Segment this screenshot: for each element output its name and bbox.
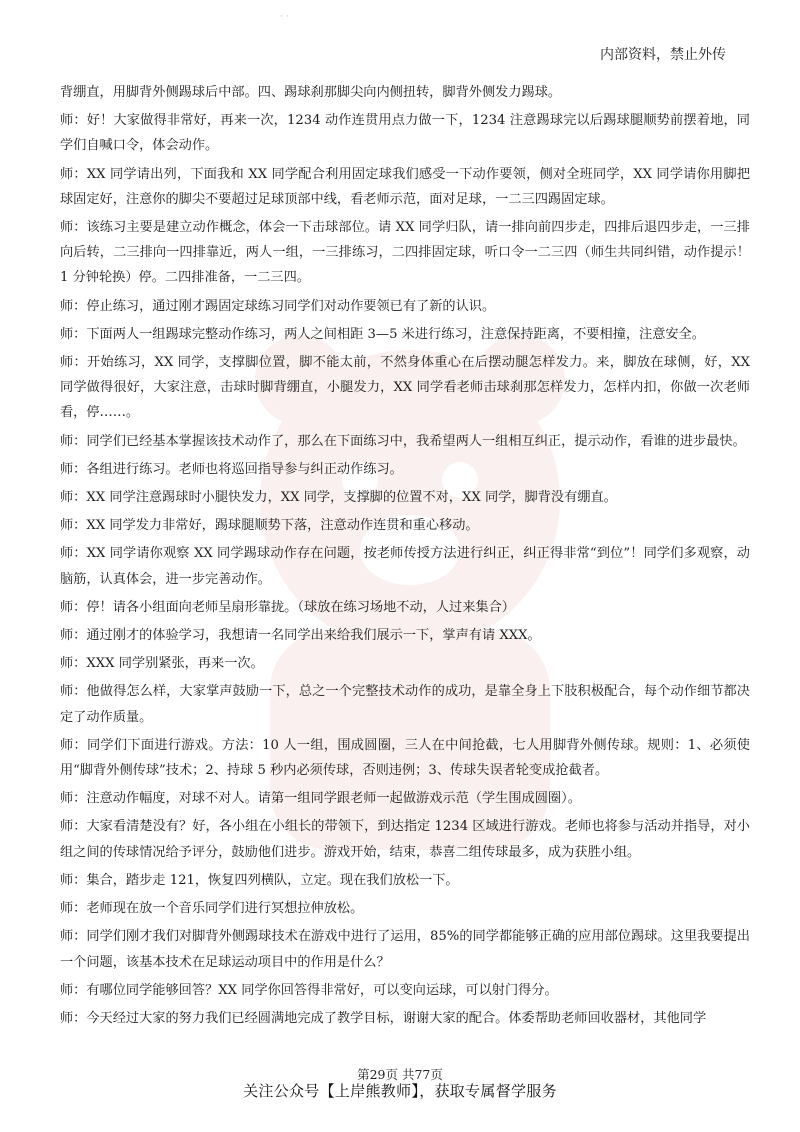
paragraph: 师：XX 同学请你观察 XX 同学踢球动作存在问题，按老师传授方法进行纠正，纠正得非常“到位”！同学们多观察，动脑筋，认真体会，进一步完善动作。 — [60, 546, 750, 587]
paragraph: 师：XXX 同学别紧张，再来一次。 — [60, 656, 264, 672]
paragraph: 师：同学们已经基本掌握该技术动作了，那么在下面练习中，我希望两人一组相互纠正，提示动作，看谁的进步最快。 — [60, 433, 746, 449]
paragraph: 师：停止练习，通过刚才踢固定球练习同学们对动作要领已有了新的认识。 — [60, 298, 496, 314]
paragraph: 背绷直，用脚背外侧踢球后中部。四、踢球刹那脚尖向内侧扭转，脚背外侧发力踢球。 — [60, 85, 562, 100]
paragraph: 师：下面两人一组踢球完整动作练习，两人之间相距 3—5 米进行练习，注意保持距离，不要相撞，注意安全。 — [60, 326, 705, 342]
paragraph: 师：集合，踏步走 121，恢复四列横队，立定。现在我们放松一下。 — [60, 872, 459, 888]
paragraph: 师：通过刚才的体验学习，我想请一名同学出来给我们展示一下，掌声有请 XXX。 — [60, 628, 541, 644]
paragraph: 师：他做得怎么样，大家掌声鼓励一下，总之一个完整技术动作的成功，是靠全身上下肢积极配合，每个动作细节都决定了动作质量。 — [60, 684, 750, 725]
top-scan-mark: · · — [280, 12, 289, 22]
document-body — [60, 80, 750, 1034]
paragraph: 师：该练习主要是建立动作概念，体会一下击球部位。请 XX 同学归队，请一排向前四步走，四排后退四步走，一三排向后转，二三排向一四排靠近，两人一组，一三排练习，二四排固定球，听口令一二三四（师生共同纠错，动作提示！1 分钟轮换）停。二四排准备，一二三四。 — [60, 220, 750, 286]
paragraph: 师：开始练习，XX 同学，支撑脚位置，脚不能太前，不然身体重心在后摆动腿怎样发力。来，脚放在球侧，好，XX 同学做得很好，大家注意，击球时脚背绷直，小腿发力，XX 同学看老师击球刹那怎样发力，怎样内扣，你做一次老师看，停……。 — [60, 355, 750, 421]
paragraph: 师：有哪位同学能够回答？XX 同学你回答得非常好，可以变向运球，可以射门得分。 — [60, 982, 558, 998]
paragraph: 师：各组进行练习。老师也将巡回指导参与纠正动作练习。 — [60, 461, 403, 477]
page-number: 第29页 共77页 — [357, 1067, 443, 1082]
paragraph: 师：同学们刚才我们对脚背外侧踢球技术在游戏中进行了运用，85%的同学都能够正确的应用部位踢球。这里我要提出一个问题，该基本技术在足球运动项目中的作用是什么？ — [60, 929, 750, 970]
paragraph: 师：老师现在放一个音乐同学们进行冥想拉伸放松。 — [60, 901, 364, 917]
page-footer — [0, 1068, 800, 1100]
paragraph: 师：XX 同学发力非常好，踢球腿顺势下落，注意动作连贯和重心移动。 — [60, 518, 479, 534]
paragraph: 师：同学们下面进行游戏。方法：10 人一组，围成圆圈，三人在中间抢截，七人用脚背外侧传球。规则：1、必须使用“脚背外侧传球”技术；2、持球 5 秒内必须传球，否则违例；3、传球失误者轮变成抢截者。 — [60, 737, 750, 779]
promo-text: 关注公众号【上岸熊教师】，获取专属督学服务 — [243, 1082, 557, 1100]
paragraph: 师：注意动作幅度，对球不对人。请第一组同学跟老师一起做游戏示范（学生围成圆圈）。 — [60, 791, 581, 807]
paragraph: 师：XX 同学请出列，下面我和 XX 同学配合利用固定球我们感受一下动作要领，侧对全班同学，XX 同学请你用脚把球固定好，注意你的脚尖不要超过足球顶部中线，看老师示范，面对足球，一二三四踢固定球。 — [60, 166, 750, 207]
paragraph: 师：停！请各小组面向老师呈扇形靠拢。（球放在练习场地不动，人过来集合） — [60, 599, 515, 615]
confidential-notice: 内部资料，禁止外传 — [600, 47, 726, 63]
paragraph: 师：XX 同学注意踢球时小腿快发力，XX 同学，支撑脚的位置不对，XX 同学，脚背没有绷直。 — [60, 490, 617, 506]
paragraph: 师：今天经过大家的努力我们已经圆满地完成了教学目标，谢谢大家的配合。体委帮助老师回收器材，其他同学 — [60, 1010, 707, 1026]
paragraph: 师：好！大家做得非常好，再来一次，1234 动作连贯用点力做一下，1234 注意踢球完以后踢球腿顺势前摆着地，同学们自喊口令，体会动作。 — [60, 113, 750, 154]
paragraph: 师：大家看清楚没有？好，各小组在小组长的带领下，到达指定 1234 区域进行游戏。老师也将参与活动并指导，对小组之间的传球情况给予评分，鼓励他们进步。游戏开始，结束，恭喜二组传球最多，成为获胜小组。 — [60, 819, 750, 860]
